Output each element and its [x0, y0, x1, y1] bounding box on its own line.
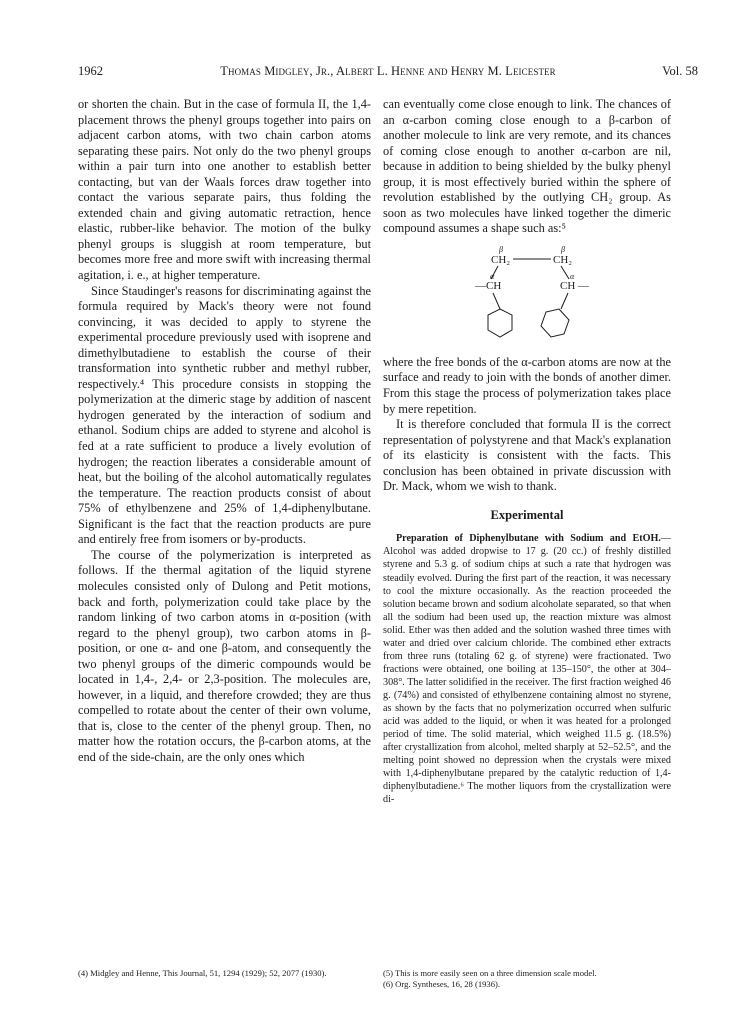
alpha-label-right: α	[570, 271, 575, 281]
beta-label-right: β	[561, 244, 565, 254]
beta-label-left: β	[499, 244, 503, 254]
alpha-label-left: α	[490, 271, 495, 281]
page-number: 1962	[78, 64, 103, 78]
footnote-6: (6) Org. Syntheses, 16, 28 (1936).	[383, 979, 501, 989]
experimental-body: —Alcohol was added dropwise to 17 g. (20 cc.) of freshly distilled styrene and 5.3 g. of sodium chips at such a rate that hydrogen was steadily evolved. During the first part of the reaction, it was necessary to cool the mixture occasionally. As the reaction proceeded the solution became brown and sodium alcoholate separated, so that when all the sodium had been used up, the reaction mixture was almost solid. Ether was then added and the solution washed three times with water and dried over calcium chloride. The combined ether extracts from three runs (totaling 62 g. of styrene) were fractionated. Two fractions were obtained, one boiling at 135–150°, the other at 304–308°. The latter solidified in the receiver. The first fraction weighed 46 g. (74%) and consisted of ethylbenzene containing almost no styrene, as shown by the facts that no polymerization occurred when sulfuric acid was added to the liquid, or when it was heated for a prolonged period of time. The solid material, which weighed 11.5 g. (18.5%) after crystallization from alcohol, melted sharply at 52–52.5°, and the melting point showed no depression when the crystals were mixed with 1,4-diphenylbutane prepared by the catalytic reduction of 1,4-diphenylbutadiene.⁶ The mother liquors from the crystallization were di-	[383, 533, 671, 806]
right-phenyl-ring	[541, 309, 569, 337]
running-header	[78, 64, 698, 82]
ch-label-right: CH	[560, 279, 576, 292]
bond-right-ring	[561, 293, 568, 309]
footnote-4: (4) Midgley and Henne, This Journal, 51, 1294 (1929); 52, 2077 (1930).	[78, 968, 327, 978]
experimental-paragraph	[383, 532, 671, 806]
left-phenyl-ring	[488, 309, 512, 337]
paragraph: where the free bonds of the α-carbon atoms are now at the surface and ready to join with the bonds of another dimer. From this stage the process of polymerization takes place by mere repetition.	[383, 354, 671, 416]
paragraph: It is therefore concluded that formula II is the correct representation of polystyrene and that Mack's explanation of its elasticity is consistent with the facts. This conclusion has been obtained in private discussion with Dr. Mack, whom we wish to thank.	[383, 417, 671, 494]
ch2-label-right: CH₂	[553, 253, 573, 266]
running-head-authors: Thomas Midgley, Jr., Albert L. Henne and Henry M. Leicester	[220, 64, 556, 78]
right-free-bond: —	[578, 279, 589, 292]
footnotes-right	[383, 968, 671, 990]
paragraph: Since Staudinger's reasons for discriminating against the formula required by Mack's theory were not found convincing, it was decided to apply to styrene the experimental procedure previously used with isoprene and dimethylbutadiene to establish the course of their transformation into synthetic rubber and methyl rubber, respectively.⁴ This procedure consists in stopping the polymerization at the dimeric stage by addition of nascent hydrogen generated by the interaction of sodium and ethanol. Sodium chips are added to styrene and alcohol is fed at a rate sufficient to produce a lively evolution of hydrogen; the reaction liberates a considerable amount of heat, but the boiling of the alcohol automatically regulates the temperature. The reaction products consist of about 75% of ethylbenzene and 25% of 1,4-diphenylbutane. Significant is the fact that the reaction products are pure and entirely free from isomers or by-products.	[78, 283, 371, 547]
bond-left-ring	[493, 293, 500, 309]
paragraph: can eventually come close enough to link. The chances of an α-carbon coming close enough to a β-carbon of another molecule to link are very remote, and its chances of coming close enough to another α-carbon are nil, because in addition to being shielded by the bulky phenyl group, it is most effectively buried within the sphere of revolution established by the outlying CH₂ group. As soon as two molecules have linked together the dimeric compound assumes a shape such as:⁵	[383, 97, 671, 236]
volume-number: Vol. 58	[662, 64, 698, 78]
ch2-label-left: CH₂	[491, 253, 511, 266]
paragraph: or shorten the chain. But in the case of formula II, the 1,4-placement throws the phenyl groups together into pairs on adjacent carbon atoms, with two chain carbon atoms separating these pairs. Not only do the two phenyl groups within a pair turn into one another to establish better contacting, but van der Waals forces draw together into contact the various separate pairs, thus folding the extended chain and giving automatic retraction, hence elastic, rubber-like behavior. The motion of the bulky phenyl groups is sluggish at room temperature, but becomes more free and more swift with increasing thermal agitation, i. e., at higher temperature.	[78, 97, 371, 283]
left-column	[78, 97, 371, 766]
paragraph: The course of the polymerization is interpreted as follows. If the thermal agitation of the liquid styrene molecules consisted only of Dulong and Petit motions, back and forth, polymerization could take place by the random linking of two carbon atoms in α-position (with regard to the phenyl group), two carbon atoms in β-position, or one α- and one β-atom, and consequently the two phenyl groups of the dimeric compounds would be located in 1,4-, 2,4- or 2,3-position. The molecules are, however, in a liquid, and therefore crowded; they are thus compelled to rotate about the center of their own volume, that is, close to the center of the phenyl group. Then, no matter how the rotation occurs, the β-carbon atoms, at the end of the side-chain, are the only ones which	[78, 547, 371, 764]
ch-label-left: CH	[486, 279, 502, 292]
footnote-5: (5) This is more easily seen on a three dimension scale model.	[383, 968, 597, 978]
footnotes-left	[78, 968, 371, 979]
dimer-structural-formula	[383, 241, 671, 349]
bond-right-ch2-ch	[561, 266, 569, 279]
experimental-run-in-title: Preparation of Diphenylbutane with Sodium and EtOH.	[396, 533, 661, 545]
section-heading-experimental: Experimental	[490, 507, 564, 522]
left-free-bond: —	[475, 279, 486, 292]
right-column	[383, 97, 671, 806]
